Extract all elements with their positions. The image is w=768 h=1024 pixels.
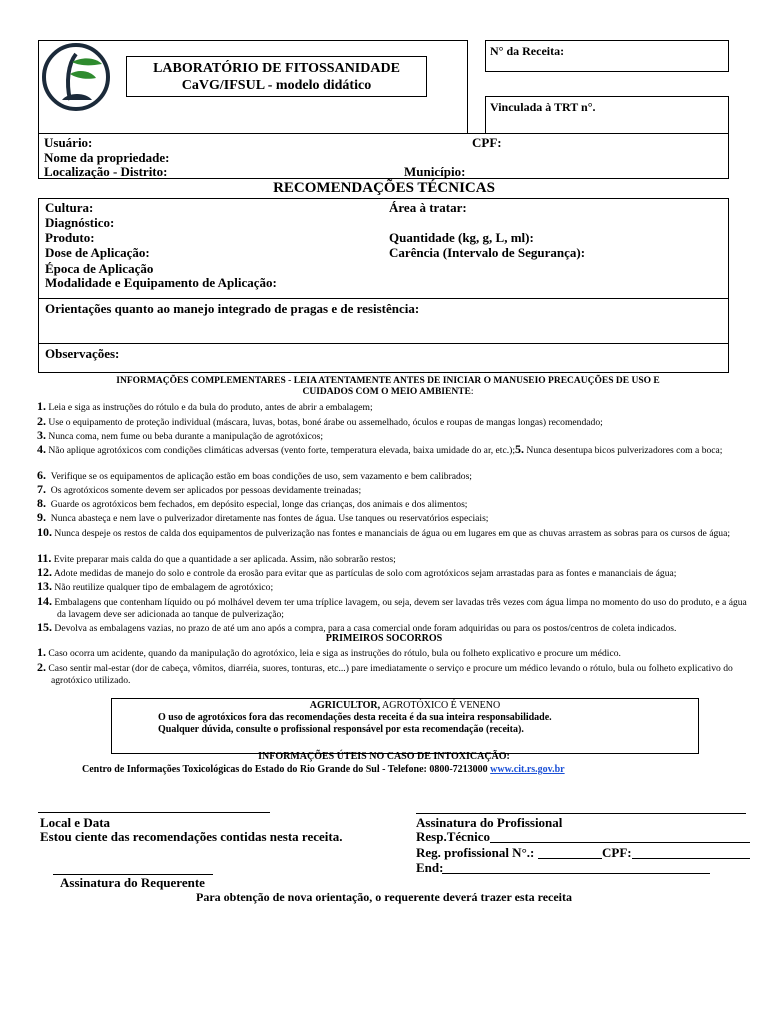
resp-field-line[interactable] bbox=[490, 842, 750, 843]
end-field-line[interactable] bbox=[442, 873, 710, 874]
list-item: 6. Verifique se os equipamentos de aplicação estão em boas condições de uso, sem vazamento e bem calibrados; bbox=[37, 468, 472, 482]
orientacoes-label: Orientações quanto ao manejo integrado de pragas e de resistência: bbox=[45, 301, 420, 316]
receita-box bbox=[485, 40, 729, 72]
profissional-line bbox=[416, 813, 746, 814]
requerente-label: Assinatura do Requerente bbox=[60, 875, 205, 890]
intox-title: INFORMAÇÕES ÚTEIS NO CASO DE INTOXICAÇÃO: bbox=[258, 751, 510, 762]
list-item: 12. Adote medidas de manejo do solo e controle da erosão para evitar que as partículas de solo com agrotóxicos sejam arrastadas para as fontes e mananciais de água; bbox=[37, 565, 677, 579]
resp-label: Resp.Técnico bbox=[416, 829, 491, 844]
usuario-label: Usuário: bbox=[44, 135, 93, 150]
cit-link[interactable]: www.cit.rs.gov.br bbox=[490, 764, 565, 775]
info-title-line2 bbox=[40, 387, 736, 398]
list-item: 4. Não aplique agrotóxicos com condições climáticas adversas (vento forte, temperatura elevada, baixa umidade do ar, etc.);5. Nunca desentupa bicos pulverizadores com a boca; bbox=[37, 442, 723, 456]
lab-title-box bbox=[126, 56, 427, 97]
area-label: Área à tratar: bbox=[389, 200, 467, 215]
municipio-label: Município: bbox=[404, 164, 466, 179]
lab-subtitle: CaVG/IFSUL - modelo didático bbox=[181, 78, 372, 93]
intox-text bbox=[82, 764, 565, 775]
socorros-title: PRIMEIROS SOCORROS bbox=[325, 633, 443, 644]
reg-cpf-field-line[interactable] bbox=[632, 858, 750, 859]
list-item: 14. Embalagens que contenham líquido ou pó molhável devem ter uma tríplice lavagem, ou seja, devem ser lavadas três vezes com água limpa no momento do uso do produto, e a água da lavagem deve ser adicionada ao tanque de pulverização; bbox=[37, 594, 747, 620]
intox-text-body: Centro de Informações Toxicológicas do Estado do Rio Grande do Sul - Telefone: 0800-7213000 bbox=[82, 764, 491, 775]
epoca-label: Época de Aplicação bbox=[45, 261, 154, 276]
aviso-head-bold: AGRICULTOR, bbox=[309, 700, 381, 711]
aviso-head bbox=[111, 700, 699, 711]
info-title-line2-colon: : bbox=[470, 387, 474, 397]
list-item: 7. Os agrotóxicos somente devem ser aplicados por pessoas devidamente treinadas; bbox=[37, 482, 362, 496]
trt-label: Vinculada à TRT n°. bbox=[490, 100, 596, 114]
diagnostico-label: Diagnóstico: bbox=[45, 215, 115, 230]
reg-field-line[interactable] bbox=[538, 858, 602, 859]
cultura-label: Cultura: bbox=[45, 200, 94, 215]
dose-label: Dose de Aplicação: bbox=[45, 245, 150, 260]
aviso-line1: O uso de agrotóxicos fora das recomendações desta receita é da sua inteira responsabilidade. bbox=[158, 712, 552, 723]
local-data-label: Local e Data bbox=[40, 815, 111, 830]
carencia-label: Carência (Intervalo de Segurança): bbox=[389, 245, 586, 260]
list-item: 2. Caso sentir mal-estar (dor de cabeça, vômitos, diarréia, suores, tonturas, etc...) pare imediatamente o serviço e procure um médico levando o rótulo, bula ou folheto explicativo do agrotóxico utilizado. bbox=[37, 660, 733, 686]
ciente-text: Estou ciente das recomendações contidas nesta receita. bbox=[40, 829, 343, 844]
logo bbox=[40, 42, 114, 112]
receita-label: N° da Receita: bbox=[490, 44, 565, 58]
list-item: 2. Use o equipamento de proteção individual (máscara, luvas, botas, boné árabe ou assemelhado, óculos e roupas de mangas longas) recomendado; bbox=[37, 414, 603, 428]
list-item: 8. Guarde os agrotóxicos bem fechados, em depósito especial, longe das crianças, dos animais e dos alimentos; bbox=[37, 496, 468, 510]
quantidade-label: Quantidade (kg, g, L, ml): bbox=[389, 230, 534, 245]
list-item: 11. Evite preparar mais calda do que a quantidade a ser aplicada. Assim, não sobrarão restos; bbox=[37, 551, 396, 565]
modalidade-label: Modalidade e Equipamento de Aplicação: bbox=[45, 275, 277, 290]
list-item: 9. Nunca abasteça e nem lave o pulverizador diretamente nas fontes de água. Use tanques ou reservatórios especiais; bbox=[37, 510, 489, 524]
local-data-line bbox=[38, 812, 270, 813]
produto-label: Produto: bbox=[45, 230, 95, 245]
list-item: 15. Devolva as embalagens vazias, no prazo de até um ano após a compra, para a casa comercial onde foram adquiridas ou para os postos/centros de coleta indicados. bbox=[37, 620, 677, 634]
list-item: 3. Nunca coma, nem fume ou beba durante a manipulação de agrotóxicos; bbox=[37, 428, 324, 442]
reg-label: Reg. profissional N°.: bbox=[416, 845, 535, 860]
info-title bbox=[40, 376, 736, 398]
leaf-logo-icon bbox=[40, 42, 114, 112]
observacoes-label: Observações: bbox=[45, 346, 120, 361]
info-title-line1: INFORMAÇÕES COMPLEMENTARES - LEIA ATENTAMENTE ANTES DE INICIAR O MANUSEIO PRECAUÇÕES DE USO E bbox=[116, 376, 660, 386]
reg-cpf-label: CPF: bbox=[602, 845, 632, 860]
profissional-label: Assinatura do Profissional bbox=[416, 815, 563, 830]
aviso-line2: Qualquer dúvida, consulte o profissional responsável por esta recomendação (receita). bbox=[158, 724, 524, 735]
info-title-line2-text: CUIDADOS COM O MEIO AMBIENTE bbox=[302, 387, 471, 397]
footer-text: Para obtenção de nova orientação, o requerente deverá trazer esta receita bbox=[196, 890, 572, 904]
end-label: End: bbox=[416, 860, 444, 875]
observacoes-box bbox=[38, 343, 729, 373]
list-item: 10. Nunca despeje os restos de calda dos equipamentos de pulverização nas fontes e mananciais de água ou em lugares em que as chuvas arrastem as sobras para os cursos de água; bbox=[37, 525, 730, 539]
rec-title: RECOMENDAÇÕES TÉCNICAS bbox=[273, 180, 495, 196]
propriedade-label: Nome da propriedade: bbox=[44, 150, 170, 165]
trt-box bbox=[485, 96, 729, 134]
localizacao-label: Localização - Distrito: bbox=[44, 164, 168, 179]
list-item: 1. Leia e siga as instruções do rótulo e da bula do produto, antes de abrir a embalagem; bbox=[37, 399, 373, 413]
list-item: 13. Não reutilize qualquer tipo de embalagem de agrotóxico; bbox=[37, 579, 274, 593]
cpf-label: CPF: bbox=[472, 135, 502, 150]
aviso-head-rest: AGROTÓXICO É VENENO bbox=[380, 700, 501, 711]
list-item: 1. Caso ocorra um acidente, quando da manipulação do agrotóxico, leia e siga as instruções do rótulo, bula ou folheto explicativo e procure um médico. bbox=[37, 645, 621, 659]
lab-name: LABORATÓRIO DE FITOSSANIDADE bbox=[153, 61, 400, 76]
